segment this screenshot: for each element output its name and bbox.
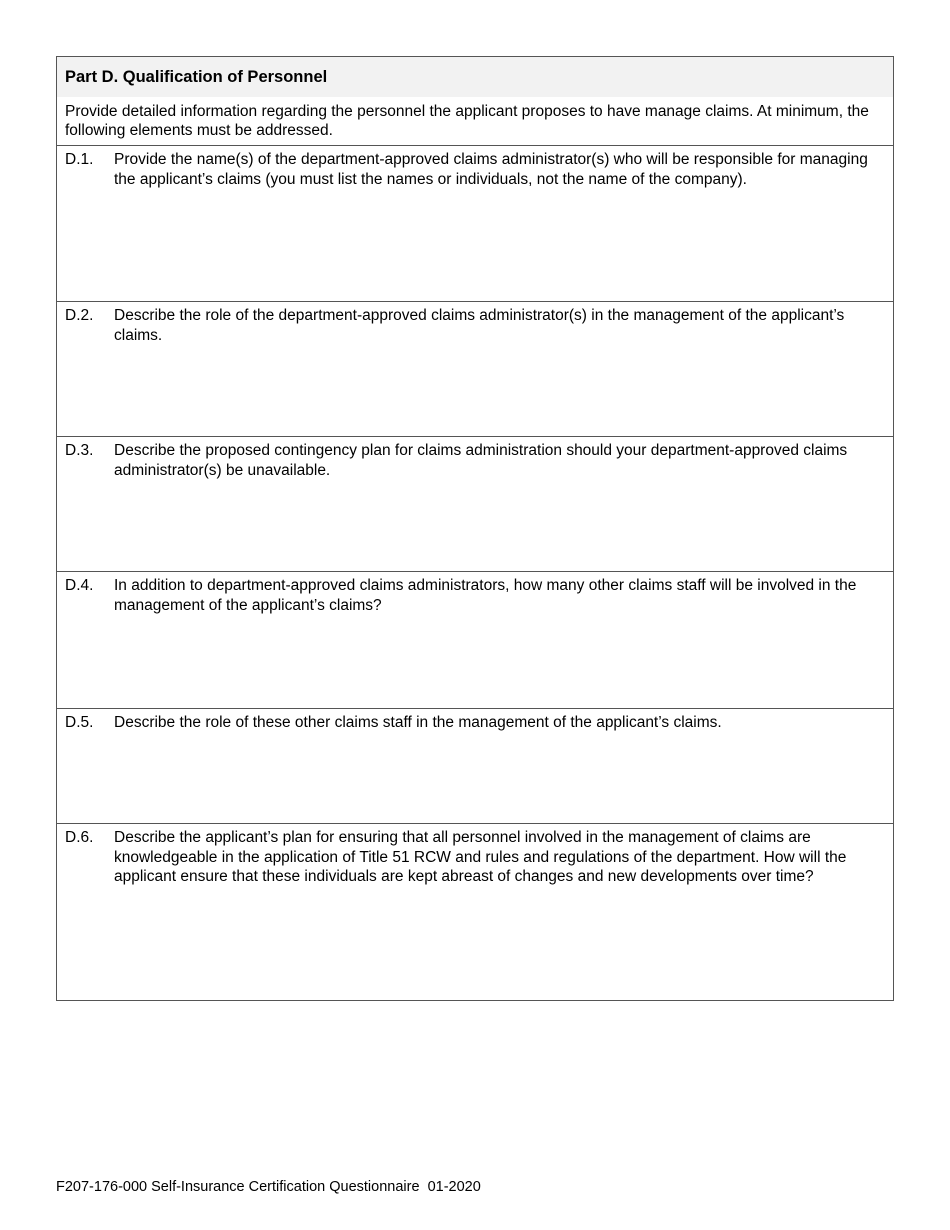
answer-field-d2[interactable] [113, 350, 887, 430]
question-number: D.1. [65, 151, 94, 168]
question-text: In addition to department-approved claims administrators, how many other claims staff will be involved in the management of the applicant’s claims? [114, 577, 857, 614]
question-row-d2 [57, 302, 893, 437]
question-text: Describe the applicant’s plan for ensuring that all personnel involved in the management of claims are knowledgeable in the application of Title 51 RCW and rules and regulations of the department. How will the applicant ensure that these individuals are kept abreast of changes and new developments over time? [114, 829, 847, 885]
question-row-d3 [57, 437, 893, 572]
answer-field-d5[interactable] [113, 737, 887, 817]
question-number: D.2. [65, 307, 94, 324]
question-number: D.6. [65, 829, 94, 846]
question-text: Describe the role of the department-approved claims administrator(s) in the management of the applicant’s claims. [114, 307, 845, 344]
question-text: Describe the role of these other claims staff in the management of the applicant’s claims. [114, 714, 722, 731]
qualification-of-personnel-form [56, 56, 894, 1001]
answer-field-d6[interactable] [113, 912, 887, 994]
question-text: Provide the name(s) of the department-approved claims administrator(s) who will be responsible for managing the applicant’s claims (you must list the names or individuals, not the name of the company). [114, 151, 868, 188]
section-intro: Provide detailed information regarding the personnel the applicant proposes to have manage claims. At minimum, the following elements must be addressed. [57, 97, 893, 146]
answer-field-d4[interactable] [113, 620, 887, 702]
question-row-d5 [57, 709, 893, 824]
question-number: D.3. [65, 442, 94, 459]
section-title: Part D. Qualification of Personnel [57, 57, 893, 97]
question-number: D.5. [65, 714, 94, 731]
question-number: D.4. [65, 577, 94, 594]
answer-field-d3[interactable] [113, 485, 887, 565]
question-text: Describe the proposed contingency plan for claims administration should your department-approved claims administrator(s) be unavailable. [114, 442, 848, 479]
form-footer: F207-176-000 Self-Insurance Certification Questionnaire 01-2020 [56, 1179, 481, 1195]
question-row-d4 [57, 572, 893, 709]
question-row-d6 [57, 824, 893, 1000]
question-row-d1 [57, 146, 893, 302]
answer-field-d1[interactable] [113, 214, 887, 295]
